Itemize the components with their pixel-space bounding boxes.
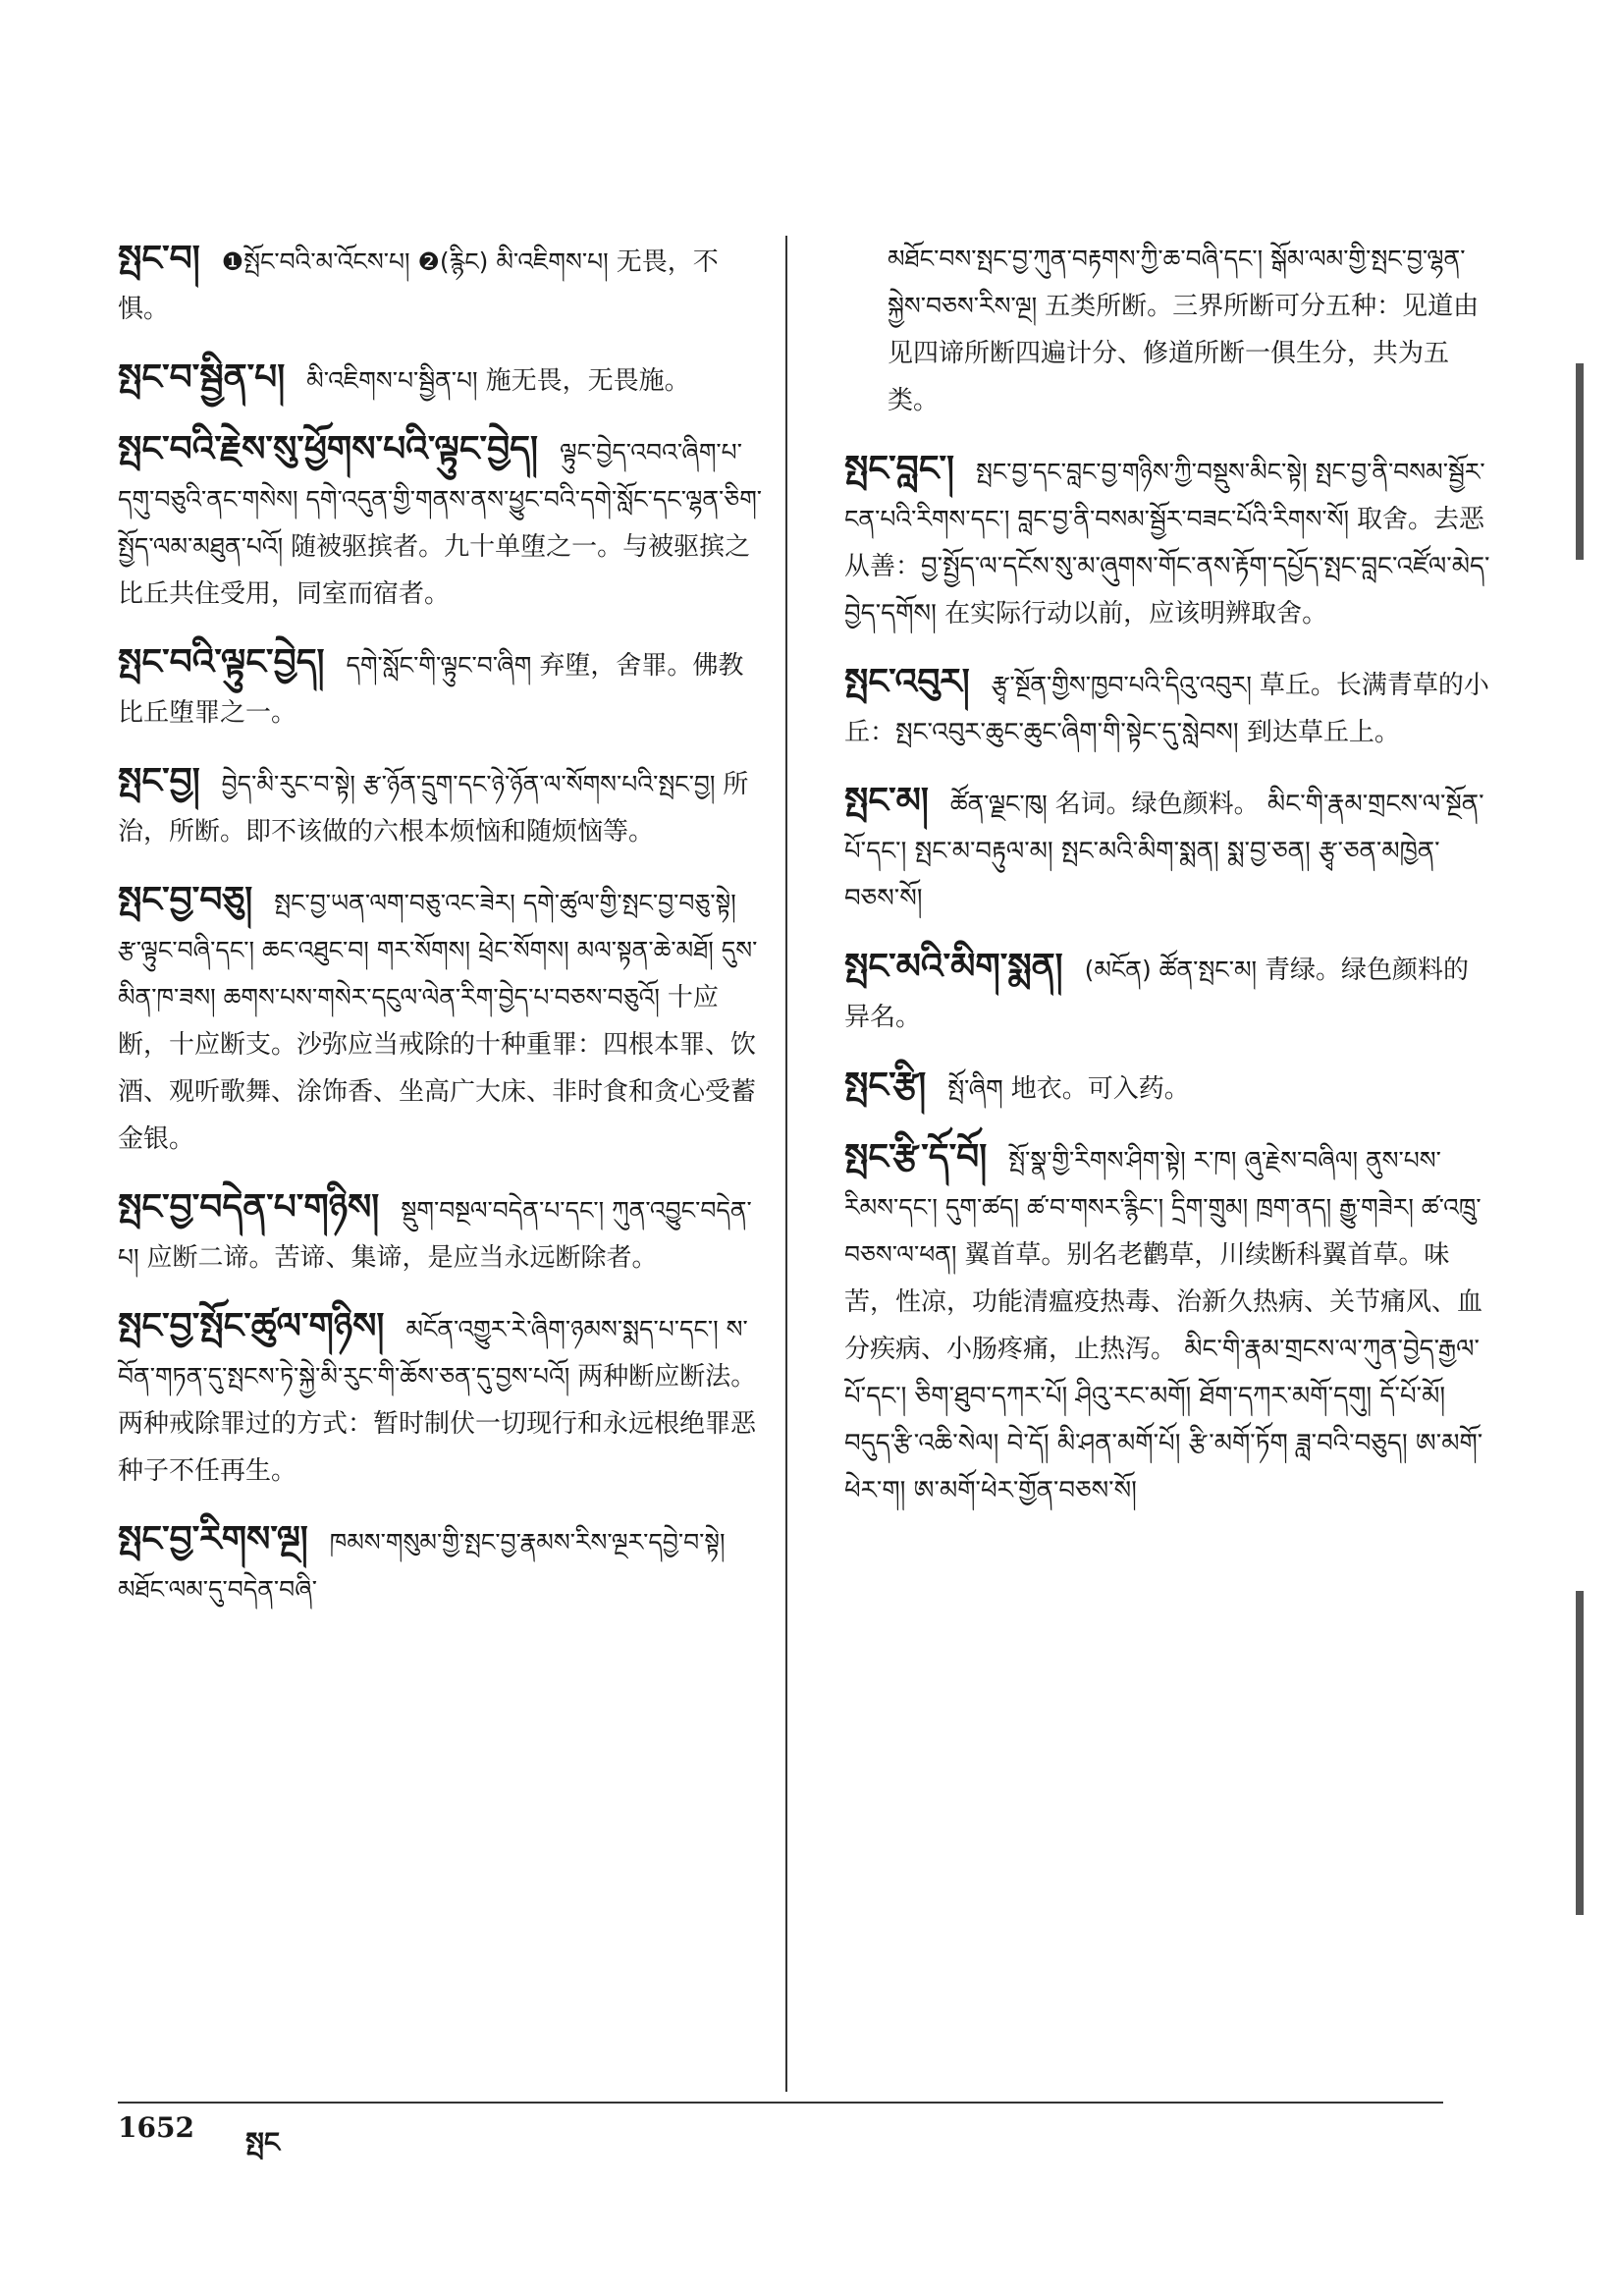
entry-chinese-definition: 翼首草。别名老鹳草，川续断科翼首草。味苦，性凉，功能清瘟疫热毒、治新久热病、关节痛风、血分疾病、小肠疼痛，止热泻。 མིང་གི་རྣམ་གྲངས་ལ་ཀུན་བྱེད་རྒྱལ་པོ་དང་། ཅིག་ཐུབ་དཀར་པོ། ཤིའུ་རང་མགོ། ཐོག་དཀར་མགོ་དགུ། དོ་པོ་མོ། བདུད་རྩི་འཆི་སེལ། བེ་དོ། མི་ཤན་མགོ་པོ། རྩི་མགོ་ཏོག ཟླ་བའི་བཅུད། ཨ་མགོ་ཕེར་ག། ཨ་མགོ་ཕེར་གྱོན་བཅས་སོ།	[844, 1240, 1483, 1505]
entry-chinese-definition: 施无畏，无畏施。	[485, 366, 690, 396]
entry-chinese-definition: 名词。绿色颜料。 མིང་གི་རྣམ་གྲངས་ལ་སྔོན་པོ་དང་། སྤང་མ་བརྟུལ་མ། སྤང་མའི་མིག་སྨན། སྨ་བྱ་ཅན། རྩྭ་ཅན་མཁྱེན་བཅས་སོ།	[844, 790, 1484, 913]
dictionary-entry	[844, 944, 1492, 1041]
entry-chinese-definition: 取舍。去恶从善：བྱ་སྤྱོད་ལ་དངོས་སུ་མ་ཞུགས་གོང་ནས་རྟོག་དཔྱོད་སྤང་བླང་འཛོལ་མེད་བྱེད་དགོས། 在实际行动以前，应该明辨取舍。	[844, 505, 1490, 629]
entry-tibetan-definition: ལྟུང་བྱེད་འབའ་ཞིག་པ་དགུ་བཅུའི་ནང་གསེས། དགེ་འདུན་གྱི་གནས་ནས་ཕྱུང་བའི་དགེ་སློང་དང་ལྷན་ཅིག་སྤྱོད་ལམ་མཐུན་པའོ།	[118, 438, 763, 561]
entry-chinese-definition: 青绿。绿色颜料的异名。	[844, 956, 1470, 1032]
entry-tibetan-definition: སྤོ་སྣ་གྱི་རིགས་ཤིག་སྟེ། ཪ་ཁ། ཞུ་རྗེས་བཞིལ། ནུས་པས་རིམས་དང་། དུག་ཚད། ཚ་བ་གསར་རྙིང་། དྲིག་གྲུམ། ཁྲག་ནད། རྒྱུ་གཟེར། ཚ་འཁྲུ་བཅས་ལ་ཕན།	[844, 1146, 1481, 1269]
entry-chinese-definition: 两种断应断法。两种戒除罪过的方式：暂时制伏一切现行和永远根绝罪恶种子不任再生。	[118, 1362, 757, 1486]
entry-tibetan-definition: སྤང་བྱ་དང་བླང་བྱ་གཉིས་ཀྱི་བསྡུས་མིང་སྟེ། སྤང་བྱ་ནི་བསམ་སྦྱོར་ངན་པའི་རིགས་དང་། བླང་བྱ་ནི་བསམ་སྦྱོར་བཟང་པོའི་རིགས་སོ།	[844, 458, 1485, 533]
edge-mark	[1576, 1591, 1584, 1915]
dictionary-entry	[844, 446, 1492, 637]
entry-chinese-definition: 无畏，不惧。	[118, 247, 719, 324]
entry-headword: སྤང་བའི་རྗེས་སུ་ཕྱོགས་པའི་ལྟུང་བྱེད།	[118, 429, 539, 469]
right-column	[844, 236, 1492, 1536]
entry-headword: སྤང་བླང་།	[844, 449, 955, 489]
dictionary-entry	[844, 1063, 1492, 1113]
entry-headword: སྤང་བྱ་བཅུ།	[118, 880, 253, 920]
entry-chinese-definition: 十应断，十应断支。沙弥应当戒除的十种重罪：四根本罪、饮酒、观听歌舞、涂饰香、坐高广大床、非时食和贪心受蓄金银。	[118, 983, 757, 1154]
entry-headword: སྤང་བྱ་རིགས་ལྔ།	[118, 1519, 308, 1559]
entry-tibetan-definition: མངོན་འགྱུར་རེ་ཞིག་ཉམས་སྨད་པ་དང་། ས་བོན་གཏན་དུ་སྤངས་ཏེ་སྐྱེ་མི་རུང་གི་ཆོས་ཅན་དུ་བྱས་པའོ།	[118, 1315, 748, 1391]
entry-headword: སྤང་མའི་མིག་སྨན།	[844, 947, 1063, 987]
entry-headword: སྤང་རྩི།	[844, 1066, 927, 1106]
entry-headword: སྤང་བ་སྦྱིན་པ།	[118, 357, 286, 398]
entry-tibetan-definition: རྩྭ་སྔོན་གྱིས་ཁྱབ་པའི་དིའུ་འབུར།	[991, 671, 1252, 699]
entry-chinese-definition: 弃堕，舍罪。佛教比丘堕罪之一。	[118, 651, 744, 728]
entry-headword: སྤང་བྱ།	[118, 761, 200, 801]
entry-chinese-definition: 地衣。可入药。	[1010, 1074, 1190, 1104]
footer-rule	[118, 2102, 1443, 2104]
entry-headword: སྤང་འབུར།	[844, 662, 970, 702]
dictionary-entry	[118, 1516, 766, 1613]
dictionary-entry	[118, 877, 766, 1163]
running-head: སྤང	[245, 2126, 281, 2159]
entry-tibetan-definition: ❶སྤོང་བའི་མ་འོངས་པ། ❷(རྙིང) མི་འཇིགས་པ།	[221, 247, 609, 276]
entry-chinese-definition: 草丘。长满青草的小丘：སྤང་འབུར་ཆུང་ཆུང་ཞིག་གི་སྟེང་དུ་སླེབས། 到达草丘上。	[844, 671, 1489, 747]
entry-chinese-definition: 应断二谛。苦谛、集谛，是应当永远断除者。	[146, 1243, 658, 1273]
entry-tibetan-definition: ཁམས་གསུམ་གྱི་སྤང་བྱ་རྣམས་རིས་ལྔར་དབྱེ་བ་སྟེ། མཐོང་ལམ་དུ་བདེན་བཞི་	[118, 1528, 726, 1604]
left-column	[118, 236, 766, 1635]
entry-headword: སྤང་བྱ་བདེན་པ་གཉིས།	[118, 1187, 380, 1228]
entry-headword: སྤང་རྩི་དོ་བོ།	[844, 1137, 988, 1177]
entry-headword: སྤང་བ།	[118, 239, 200, 279]
entry-tibetan-definition: མི་འཇིགས་པ་སྦྱིན་པ།	[306, 366, 478, 395]
dictionary-entry	[118, 758, 766, 855]
entry-continuation	[844, 236, 1492, 424]
entry-chinese-definition: 五类所断。三界所断可分五种：见道由见四谛所断四遍计分、修道所断一俱生分，共为五类。	[888, 292, 1480, 415]
entry-tibetan-definition: དགེ་སློང་གི་ལྟུང་བ་ཞིག	[346, 651, 532, 680]
dictionary-entry	[844, 1134, 1492, 1514]
dictionary-entry	[118, 639, 766, 737]
edge-mark	[1576, 363, 1584, 560]
entry-chinese-definition: 随被驱摈者。九十单堕之一。与被驱摈之比丘共住受用，同室而宿者。	[118, 532, 751, 609]
entry-tibetan-definition: སྤོ་ཞིག	[947, 1074, 1003, 1103]
dictionary-entry	[118, 355, 766, 405]
entry-chinese-definition: 所治，所断。即不该做的六根本烦恼和随烦恼等。	[118, 770, 749, 847]
dictionary-entry	[118, 236, 766, 333]
entry-headword: སྤང་བའི་ལྟུང་བྱེད།	[118, 642, 325, 683]
dictionary-entry	[118, 1184, 766, 1282]
entry-headword: སྤང་བྱ་སྤོང་ཚུལ་གཉིས།	[118, 1306, 385, 1346]
entry-tibetan-definition: སྤང་བྱ་ཡན་ལག་བཅུ་འང་ཟེར། དགེ་ཚུལ་གྱི་སྤང་བྱ་བཅུ་སྟེ། རྩ་ལྟུང་བཞི་དང་། ཆང་འཐུང་བ། གར་སོགས། ཕྲེང་སོགས། མལ་སྟན་ཆེ་མཐོ། དུས་མིན་ཁ་ཟས། ཆགས་པས་གསེར་དངུལ་ལེན་རིག་བྱེད་པ་བཅས་བཅུའོ།	[118, 889, 758, 1011]
entry-tibetan-definition: མཐོང་བས་སྤང་བྱ་ཀུན་བརྟགས་ཀྱི་ཆ་བཞི་དང་། སྒོམ་ལམ་གྱི་སྤང་བྱ་ལྷན་སྐྱེས་བཅས་རིས་ལྔ།	[888, 245, 1466, 320]
dictionary-entry	[118, 426, 766, 618]
dictionary-entry	[844, 778, 1492, 922]
dictionary-entry	[118, 1303, 766, 1495]
column-divider	[785, 236, 787, 2092]
entry-tibetan-definition: ཚོན་ལྗང་ཁུ།	[949, 790, 1048, 818]
dictionary-entry	[844, 659, 1492, 756]
entry-headword: སྤང་མ།	[844, 781, 929, 821]
page-number: 1652	[118, 2111, 194, 2144]
entry-tibetan-definition: (མངོན) ཚོན་སྤང་མ།	[1084, 956, 1258, 984]
entry-tibetan-definition: སྡུག་བསྔལ་བདེན་པ་དང་། ཀུན་འབྱུང་བདེན་པ།	[118, 1196, 752, 1272]
entry-tibetan-definition: བྱེད་མི་རུང་བ་སྟེ། རྩ་ཉོན་དྲུག་དང་ཉེ་ཉོན་ལ་སོགས་པའི་སྤང་བྱ།	[221, 770, 716, 798]
